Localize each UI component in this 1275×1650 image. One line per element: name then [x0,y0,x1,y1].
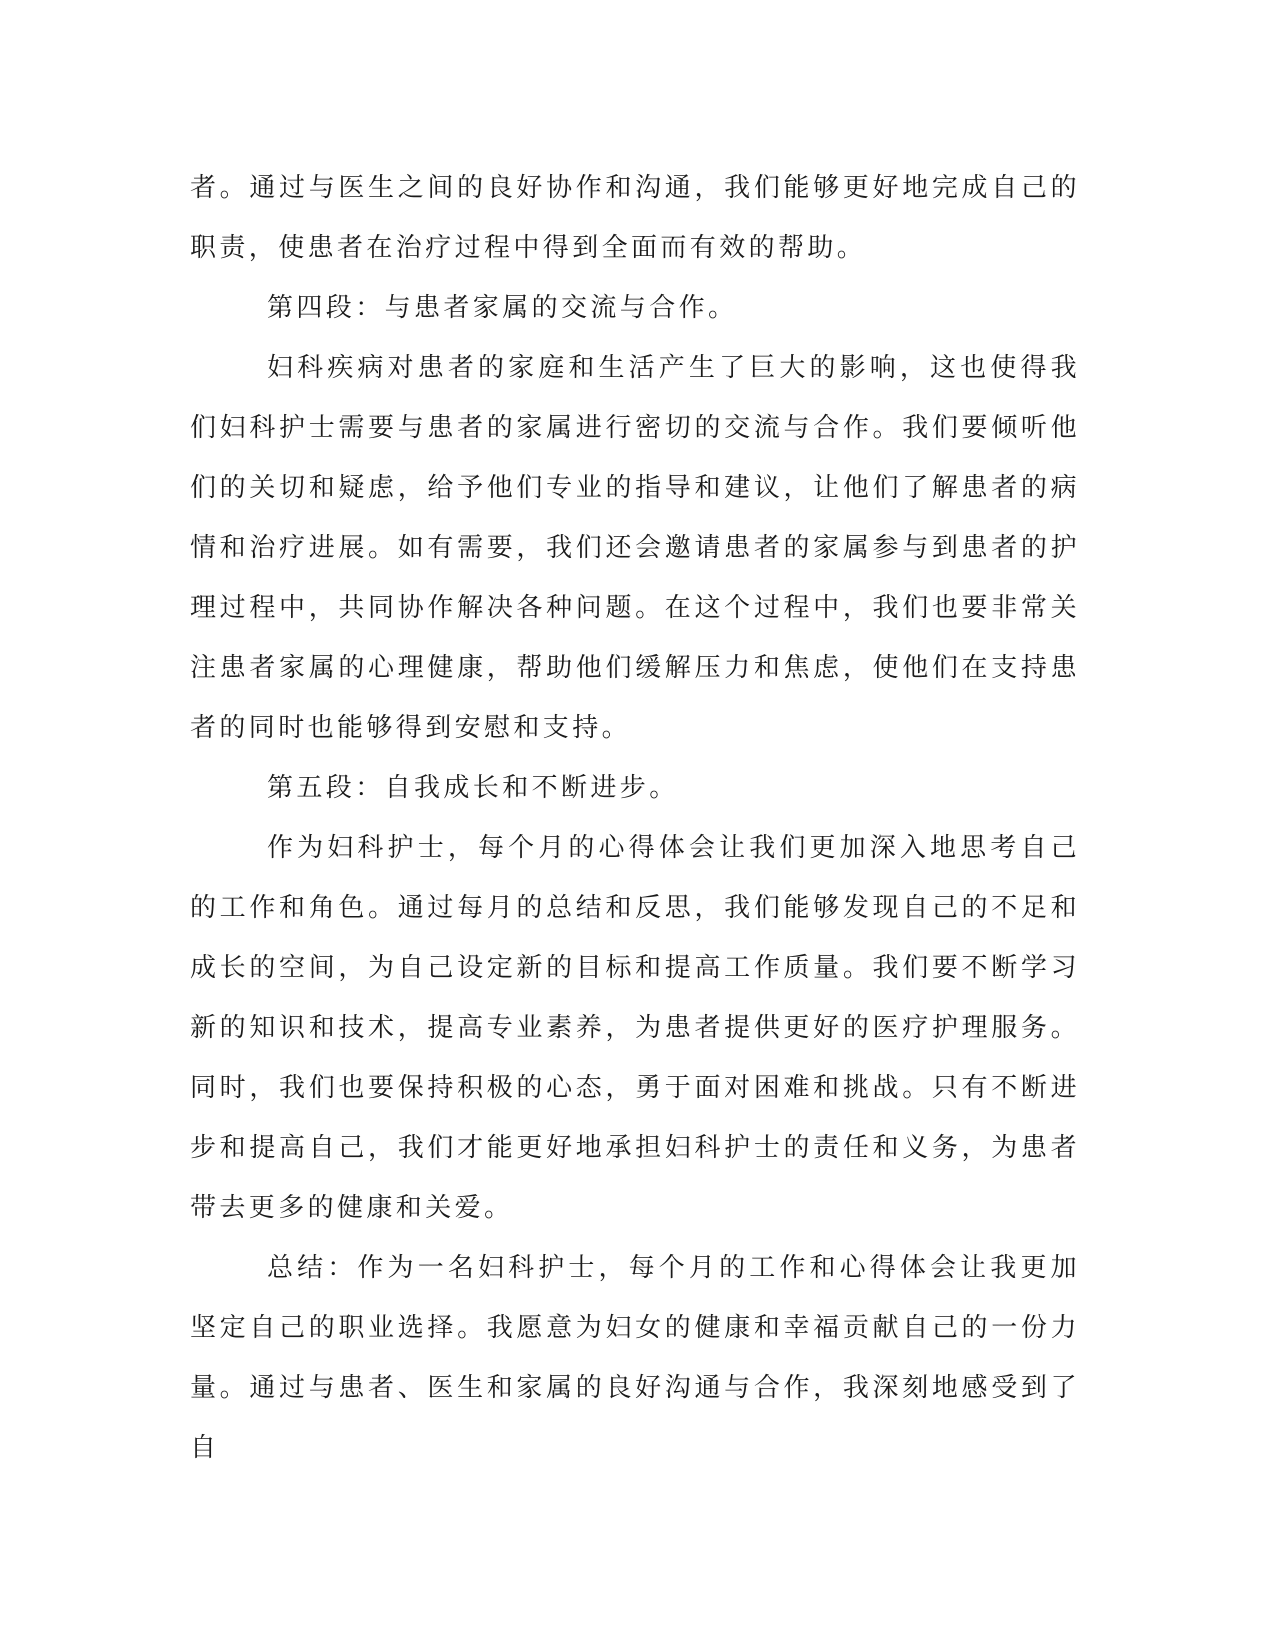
section-heading-4: 第四段：与患者家属的交流与合作。 [267,293,738,323]
paragraph-self-growth: 作为妇科护士，每个月的心得体会让我们更加深入地思考自己的工作和角色。通过每月的总结和反思，我们能够发现自己的不足和成长的空间，为自己设定新的目标和提高工作质量。我们要不断学习新的知识和技术，提高专业素养，为患者提供更好的医疗护理服务。同时，我们也要保持积极的心态，勇于面对困难和挑战。只有不断进步和提高自己，我们才能更好地承担妇科护士的责任和义务，为患者带去更多的健康和关爱。 [190,833,1080,1223]
paragraph-continuation: 者。通过与医生之间的良好协作和沟通，我们能够更好地完成自己的职责，使患者在治疗过程中得到全面而有效的帮助。 [190,173,1080,263]
document-body [190,158,1080,1478]
paragraph-summary: 总结：作为一名妇科护士，每个月的工作和心得体会让我更加坚定自己的职业选择。我愿意为妇女的健康和幸福贡献自己的一份力量。通过与患者、医生和家属的良好沟通与合作，我深刻地感受到了自 [190,1253,1080,1463]
paragraph-family-communication: 妇科疾病对患者的家庭和生活产生了巨大的影响，这也使得我们妇科护士需要与患者的家属进行密切的交流与合作。我们要倾听他们的关切和疑虑，给予他们专业的指导和建议，让他们了解患者的病情和治疗进展。如有需要，我们还会邀请患者的家属参与到患者的护理过程中，共同协作解决各种问题。在这个过程中，我们也要非常关注患者家属的心理健康，帮助他们缓解压力和焦虑，使他们在支持患者的同时也能够得到安慰和支持。 [190,353,1080,743]
section-heading-5: 第五段：自我成长和不断进步。 [267,773,679,803]
